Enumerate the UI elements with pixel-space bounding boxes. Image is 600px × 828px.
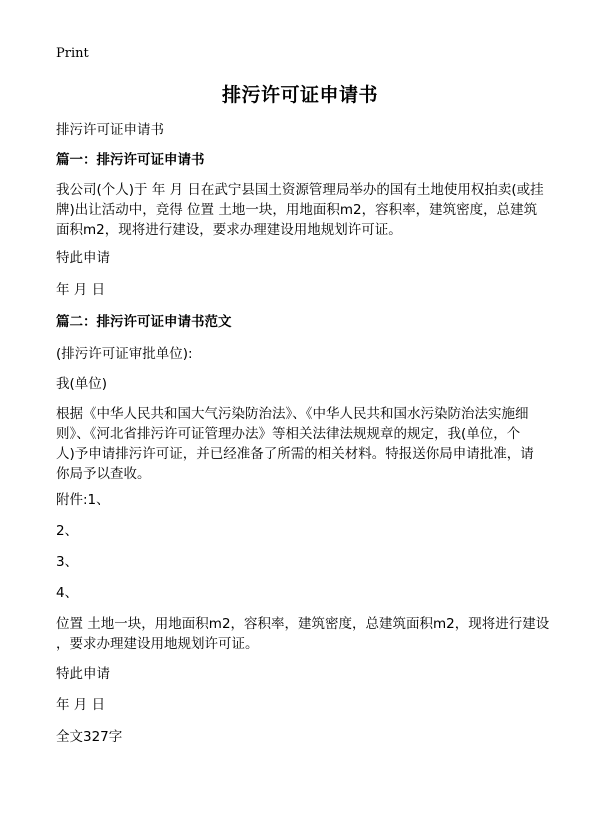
section1-body (56, 180, 550, 240)
section1-body-line: 牌)出让活动中，竞得 位置 土地一块，用地面积m2，容积率，建筑密度，总建筑 (56, 202, 538, 218)
section1-date: 年 月 日 (56, 282, 106, 298)
section2-body2-line: 位置 土地一块，用地面积m2，容积率，建筑密度，总建筑面积m2，现将进行建设 (56, 616, 550, 632)
section1-heading: 篇一：排污许可证申请书 (56, 152, 205, 168)
document-title: 排污许可证申请书 (221, 84, 378, 106)
attachment-item: 附件:1、 (56, 492, 110, 508)
word-count: 全文327字 (56, 729, 123, 745)
section1-body-line: 面积m2，现将进行建设，要求办理建设用地规划许可证。 (56, 222, 402, 238)
section2-closing: 特此申请 (56, 666, 110, 682)
document-subtitle: 排污许可证申请书 (56, 122, 164, 138)
section2-body-2 (56, 614, 550, 654)
attachment-item: 3、 (56, 554, 79, 570)
section1-closing: 特此申请 (56, 250, 110, 266)
attachment-item: 2、 (56, 523, 79, 539)
section2-applicant: 我(单位) (56, 376, 108, 392)
section2-addressee: (排污许可证审批单位): (56, 346, 193, 362)
section2-body (56, 404, 550, 484)
section2-body-line: 根据《中华人民共和国大气污染防治法》、《中华人民共和国水污染防治法实施细 (56, 406, 529, 422)
print-link[interactable]: Print (56, 46, 89, 61)
section2-body-line: 则》、《河北省排污许可证管理办法》等相关法律法规规章的规定，我(单位，个 (56, 426, 521, 442)
section2-body-line: 人)予申请排污许可证，并已经准备了所需的相关材料。特报送你局申请批准，请 (56, 446, 534, 462)
section2-body2-line: ，要求办理建设用地规划许可证。 (56, 636, 259, 652)
section1-body-line: 我公司(个人)于 年 月 日在武宁县国土资源管理局举办的国有土地使用权拍卖(或挂 (56, 182, 544, 198)
section2-heading: 篇二：排污许可证申请书范文 (56, 314, 232, 330)
attachment-item: 4、 (56, 585, 79, 601)
section2-date: 年 月 日 (56, 697, 106, 713)
section2-body-line: 你局予以查收。 (56, 466, 151, 482)
